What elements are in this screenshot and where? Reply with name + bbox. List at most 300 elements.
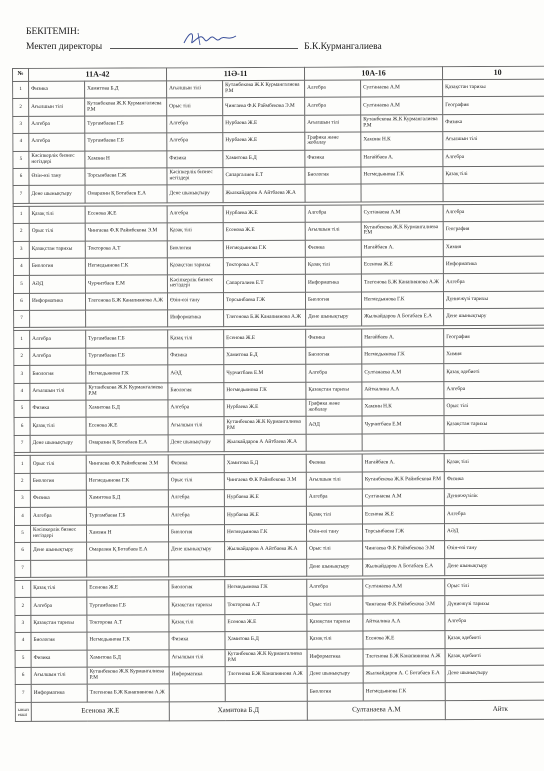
- teacher-cell: Торсынбаева Г.Ж: [85, 168, 167, 186]
- subject-cell: География: [443, 221, 544, 239]
- schedule-sheet: [12, 66, 544, 770]
- subject-cell: Кәсіпкерлік бизнес негіздері: [167, 168, 223, 186]
- table-row: [15, 578, 544, 598]
- subject-cell: Орыс тілі: [444, 398, 544, 416]
- subject-cell: Кәсіпкерлік бизнес негіздері: [167, 275, 223, 293]
- subject-cell: Алгебра: [30, 348, 86, 366]
- subject-cell: Дүниежүзі тарихы: [444, 291, 544, 309]
- subject-cell: Физика: [30, 490, 86, 508]
- subject-cell: Қазақстан тарихы: [444, 416, 544, 434]
- subject-cell: [445, 682, 544, 700]
- subject-cell: Информатика: [31, 684, 87, 702]
- subject-cell: Графика және жобалау: [305, 132, 361, 150]
- teacher-cell: Негмедьянова Г.К: [225, 579, 307, 597]
- teacher-cell: Тлегенова Б.Ж Канапиянова А.Ж: [87, 684, 169, 702]
- subject-cell: Ағылшын тілі: [443, 131, 544, 149]
- subject-cell: Дене шынықтыру: [168, 434, 224, 452]
- subject-cell: Қазақстан тарихы: [169, 597, 225, 615]
- lesson-number: 6: [15, 543, 31, 560]
- teacher-cell: Тургамбаева Г.Б: [85, 116, 167, 134]
- subject-cell: География: [443, 97, 544, 115]
- subject-cell: Ағылшын тілі: [29, 99, 85, 117]
- subject-cell: Биология: [305, 292, 361, 310]
- subject-cell: Қазақ тілі: [306, 506, 362, 524]
- subject-cell: Биология: [30, 473, 86, 491]
- subject-cell: [444, 433, 544, 451]
- teacher-cell: Кутанбекова Ж.К Курмангалиева Р.М: [361, 222, 443, 240]
- subject-cell: Қазақстан тарихы: [29, 241, 85, 259]
- teacher-cell: Чурчитбаев Е.М: [224, 364, 306, 382]
- subject-cell: Өзін-өзі тану: [307, 524, 363, 542]
- subject-cell: [169, 684, 225, 702]
- teacher-cell: Негмедьянова Г.К: [361, 167, 443, 185]
- class-teacher-label: ынып екші: [15, 702, 31, 721]
- lesson-number: 4: [14, 383, 30, 400]
- subject-cell: Дене шынықтыру: [307, 666, 363, 684]
- subject-cell: Алгебра: [168, 400, 224, 418]
- subject-cell: Алгебра: [167, 115, 223, 133]
- subject-cell: Химия: [443, 239, 544, 257]
- subject-cell: Алгебра: [307, 579, 363, 597]
- lesson-number: 4: [13, 134, 29, 151]
- teacher-cell: Чингаева Ф.К Раймбекова Э.М: [224, 472, 306, 490]
- subject-cell: Орыс тілі: [30, 455, 86, 473]
- teacher-cell: Хамзин Н: [85, 150, 167, 168]
- teacher-cell: Токторова А.Т: [85, 240, 167, 258]
- teacher-cell: Кутанбекова Ж.К Курмангалиева Р.М: [87, 667, 169, 685]
- subject-cell: Информатика: [443, 256, 544, 274]
- subject-cell: Физика: [444, 471, 544, 489]
- teacher-cell: Негмедьянова Г.К: [362, 346, 444, 364]
- teacher-cell: [225, 683, 307, 701]
- subject-cell: Информатика: [168, 310, 224, 328]
- teacher-cell: Султанаева А.М: [362, 489, 444, 507]
- subject-cell: Дүниежүзілік: [444, 488, 544, 506]
- subject-cell: Қазақ тілі: [443, 166, 544, 184]
- teacher-cell: Жылкайдаров А Айтбаева Ж.А: [225, 541, 307, 559]
- subject-cell: Алгебра: [443, 273, 544, 291]
- approval-block: [26, 26, 382, 53]
- teacher-cell: Торсынбаева Г.Ж: [223, 292, 305, 310]
- table-row: [15, 558, 544, 578]
- subject-cell: Қазақ әдебиеті: [445, 630, 544, 648]
- subject-cell: Дене шынықтыру: [167, 185, 223, 203]
- teacher-cell: Кутанбекова Ж.К Курмангалиева Р.М: [86, 382, 168, 400]
- lesson-number: 5: [13, 276, 29, 293]
- teacher-cell: Тлегенова Б.Ж Канапиянова А.Ж: [85, 293, 167, 311]
- subject-cell: Химия: [444, 346, 544, 364]
- subject-cell: Қазақ тілі: [168, 330, 224, 348]
- lesson-number: 7: [14, 435, 30, 452]
- teacher-cell: Хамитова Б.Д: [225, 631, 307, 649]
- subject-cell: Алгебра: [30, 331, 86, 349]
- teacher-cell: Омаразин Қ Ботабаев Е.А: [86, 435, 168, 453]
- subject-cell: Алгебра: [305, 205, 361, 223]
- lesson-number: 4: [14, 508, 30, 525]
- teacher-cell: Султанаева А.М: [361, 204, 443, 222]
- director-label: Мектеп директоры: [26, 42, 103, 52]
- teacher-cell: Чингаева Ф.К Раймбекова Э.М: [223, 98, 305, 116]
- teacher-cell: Султанаева А.М: [362, 364, 444, 382]
- lesson-number: 1: [14, 331, 30, 348]
- table-row: [15, 630, 544, 650]
- subject-cell: Алгебра: [306, 489, 362, 507]
- teacher-cell: Султанаева А.М: [363, 579, 445, 597]
- teacher-cell: Нагайбаев А.: [362, 454, 444, 472]
- lesson-number: 5: [14, 400, 30, 417]
- teacher-cell: Хамзин Н: [86, 525, 168, 543]
- subject-cell: Ағылшын тілі: [305, 222, 361, 240]
- class-teacher-name: Хамитова Б.Д: [169, 701, 307, 721]
- subject-cell: Физика: [29, 81, 85, 99]
- subject-cell: Дене шынықтыру: [306, 309, 362, 327]
- subject-cell: Биология: [31, 632, 87, 650]
- subject-cell: Биология: [30, 365, 86, 383]
- subject-cell: Физика: [168, 455, 224, 473]
- subject-cell: Дене шынықтыру: [445, 558, 544, 576]
- teacher-cell: Есенова Ж.Е: [361, 257, 443, 275]
- lesson-number: 6: [13, 293, 29, 310]
- subject-cell: Ағылшын тілі: [306, 472, 362, 490]
- subject-cell: Дене шынықтыру: [31, 542, 87, 560]
- teacher-cell: Есенова Ж.Е: [86, 417, 168, 435]
- teacher-cell: Омаразин Қ Ботабаев Е.А: [85, 185, 167, 203]
- subject-cell: Кәсіпкерлік бизнес негіздері: [29, 151, 85, 169]
- signature-mark: [180, 29, 240, 49]
- subject-cell: Өзін-өзі тану: [167, 292, 223, 310]
- lesson-number: 1: [14, 456, 30, 473]
- subject-cell: [30, 310, 86, 328]
- teacher-cell: Нагайбаев А.: [361, 239, 443, 257]
- teacher-cell: Жылкайдаров А. С Ботабаев Е.А: [363, 666, 445, 684]
- subject-cell: Алгебра: [305, 97, 361, 115]
- teacher-cell: Чингаева Ф.К Раймбекова Э.М: [363, 541, 445, 559]
- teacher-cell: Жылкайдаров А Ботабаев Е.А: [363, 558, 445, 576]
- teacher-cell: Нурбаева Ж.Е: [224, 507, 306, 525]
- teacher-cell: Есенова Ж.Е: [87, 580, 169, 598]
- teacher-cell: Хамитова Б.Д: [87, 649, 169, 667]
- subject-cell: Алгебра: [29, 116, 85, 134]
- lesson-number: 6: [15, 667, 31, 684]
- teacher-cell: Есенова Ж.Е: [225, 614, 307, 632]
- subject-cell: Биология: [306, 347, 362, 365]
- subject-cell: Қазақ әдебиеті: [445, 648, 544, 666]
- teacher-cell: Нурбаева Ж.Е: [223, 132, 305, 150]
- teacher-cell: Есенова Ж.Е: [85, 206, 167, 224]
- subject-cell: АӘД: [168, 365, 224, 383]
- num-header: №: [13, 68, 29, 81]
- teacher-cell: Кутанбекова Ж.К Курмангалиева Р.М: [224, 417, 306, 435]
- table-row: [15, 613, 544, 633]
- teacher-cell: Нагайбаев А.: [362, 329, 444, 347]
- teacher-cell: Чурчитбаев Е.М: [362, 416, 444, 434]
- subject-cell: Алгебра: [445, 613, 544, 631]
- subject-cell: [305, 184, 361, 202]
- schedule-table: [12, 66, 544, 722]
- subject-cell: Қазақ тілі: [169, 614, 225, 632]
- teacher-cell: Чингаева Ф.К Раймбекова Э.М: [85, 223, 167, 241]
- subject-cell: Қазақ тілі: [29, 206, 85, 224]
- class-header: 10А-16: [305, 67, 443, 81]
- teacher-cell: Нурбаева Ж.Е: [224, 489, 306, 507]
- subject-cell: Ағылшын тілі: [167, 81, 223, 99]
- subject-cell: Физика: [168, 347, 224, 365]
- teacher-cell: Есенова Ж.Е: [363, 631, 445, 649]
- signature-line: [110, 38, 298, 49]
- teacher-cell: Жылкайдаров А Айтбаева Ж.А: [223, 185, 305, 203]
- table-row: [15, 648, 544, 668]
- teacher-cell: Негмедьянова Г.К: [224, 524, 306, 542]
- subject-cell: Алгебра: [443, 149, 544, 167]
- lesson-number: 1: [13, 81, 29, 98]
- subject-cell: Биология: [168, 524, 224, 542]
- teacher-cell: Хамзин Н.К: [362, 399, 444, 417]
- teacher-cell: Жылкайдаров А Ботабаев Е.А: [362, 309, 444, 327]
- subject-cell: [169, 559, 225, 577]
- subject-cell: Алгебра: [167, 133, 223, 151]
- subject-cell: АӘД: [29, 275, 85, 293]
- lesson-number: 1: [13, 206, 29, 223]
- subject-cell: Ағылшын тілі: [30, 383, 86, 401]
- teacher-cell: Султанаева А.М: [361, 97, 443, 115]
- teacher-cell: Хамитова Б.Д: [85, 81, 167, 99]
- lesson-number: 3: [15, 615, 31, 632]
- approved-label: БЕКІТЕМІН:: [26, 27, 80, 37]
- subject-cell: Қазақ тілі: [30, 418, 86, 436]
- director-name: Б.К.Курмангалиева: [304, 42, 382, 52]
- subject-cell: Физика: [169, 632, 225, 650]
- teacher-cell: [225, 559, 307, 577]
- subject-cell: Қазақстан тарихы: [306, 382, 362, 400]
- subject-cell: Алгебра: [168, 507, 224, 525]
- subject-cell: Биология: [29, 258, 85, 276]
- subject-cell: Алгебра: [444, 506, 544, 524]
- subject-cell: Информатика: [169, 666, 225, 684]
- lesson-number: 2: [14, 473, 30, 490]
- lesson-number: 3: [14, 490, 30, 507]
- subject-cell: Кәсіпкерлік бизнес негіздері: [30, 525, 86, 543]
- subject-cell: [31, 560, 87, 578]
- teacher-cell: Негмедьянова Г.К: [363, 683, 445, 701]
- lesson-number: 2: [14, 348, 30, 365]
- teacher-cell: [87, 559, 169, 577]
- lesson-number: 7: [15, 560, 31, 577]
- teacher-cell: Сапаргалиев Е.Т: [223, 275, 305, 293]
- subject-cell: Дене шынықтыру: [444, 308, 544, 326]
- lesson-number: 6: [13, 168, 29, 185]
- table-row: [15, 540, 544, 560]
- subject-cell: Информатика: [305, 274, 361, 292]
- teacher-cell: Негмедьянова Г.К: [87, 632, 169, 650]
- subject-cell: Дене шынықтыру: [307, 559, 363, 577]
- subject-cell: Графика және жобалау: [306, 399, 362, 417]
- teacher-cell: Кутанбекова Ж.К Раймбекова Р.М: [362, 471, 444, 489]
- teacher-cell: Кутанбекова Ж.К Курмангалиева Р.М: [361, 114, 443, 132]
- lesson-number: 1: [15, 580, 31, 597]
- lesson-number: 5: [13, 151, 29, 168]
- subject-cell: Алгебра: [168, 490, 224, 508]
- teacher-cell: Тлегенова Б.Ж Канапиянова А.Ж: [363, 648, 445, 666]
- teacher-cell: Негмедьянова Г.К: [86, 472, 168, 490]
- subject-cell: АӘД: [306, 416, 362, 434]
- subject-cell: Орыс тілі: [445, 578, 544, 596]
- class-teacher-name: Султанаева А.М: [307, 700, 445, 720]
- subject-cell: Орыс тілі: [29, 223, 85, 241]
- teacher-cell: Торсынбаева Г.Ж: [363, 523, 445, 541]
- class-header: 11Ә-11: [167, 67, 305, 81]
- subject-cell: Физика: [306, 454, 362, 472]
- teacher-cell: Токторова А.Т: [223, 257, 305, 275]
- teacher-cell: Хамитова Б.Д: [223, 150, 305, 168]
- lesson-number: 7: [13, 186, 29, 203]
- subject-cell: Дене шынықтыру: [30, 435, 86, 453]
- subject-cell: Орыс тілі: [307, 596, 363, 614]
- subject-cell: Дене шынықтыру: [169, 542, 225, 560]
- teacher-cell: [362, 433, 444, 451]
- teacher-cell: Негмедьянова Г.К: [224, 382, 306, 400]
- teacher-cell: Тлегенова Б.Ж Канапиянова А.Ж: [225, 666, 307, 684]
- teacher-cell: Хамитова Б.Д: [86, 490, 168, 508]
- subject-cell: Орыс тілі: [168, 472, 224, 490]
- lesson-number: 3: [13, 116, 29, 133]
- subject-cell: Дене шынықтыру: [445, 665, 544, 683]
- teacher-cell: Айткалина А.А: [362, 381, 444, 399]
- subject-cell: Дене шынықтыру: [29, 186, 85, 204]
- teacher-cell: Айткалина А.А: [363, 613, 445, 631]
- subject-cell: Өзін-өзі тану: [445, 540, 544, 558]
- teacher-cell: Хамитова Б.Д: [224, 454, 306, 472]
- teacher-cell: Кутанбекова Ж.К Курмангалиева Р.М: [223, 80, 305, 98]
- subject-cell: Алгебра: [306, 364, 362, 382]
- lesson-number: 7: [14, 311, 30, 328]
- subject-cell: Алгебра: [31, 598, 87, 616]
- subject-cell: Қазақ тілі: [167, 223, 223, 241]
- subject-cell: Алгебра: [29, 133, 85, 151]
- teacher-cell: Тлегенова Б.Ж Канапиянова А.Ж: [224, 309, 306, 327]
- lesson-number: 5: [15, 650, 31, 667]
- teacher-cell: Жылкайдаров А Айтбаева Ж.А: [224, 434, 306, 452]
- table-row: [15, 595, 544, 615]
- teacher-cell: Нурбаева Ж.Е: [224, 399, 306, 417]
- subject-cell: Ағылшын тілі: [168, 417, 224, 435]
- lesson-number: 7: [15, 685, 31, 702]
- subject-cell: География: [444, 329, 544, 347]
- subject-cell: Алгебра: [443, 204, 544, 222]
- subject-cell: Физика: [305, 239, 361, 257]
- subject-cell: Алгебра: [167, 205, 223, 223]
- subject-cell: Физика: [31, 650, 87, 668]
- subject-cell: Физика: [167, 150, 223, 168]
- teacher-cell: Кутанбекова Ж.К Курмангалиева Р.М: [85, 98, 167, 116]
- lesson-number: 4: [15, 633, 31, 650]
- subject-cell: Физика: [305, 150, 361, 168]
- subject-cell: Биология: [169, 580, 225, 598]
- teacher-cell: Хамитова Б.Д: [86, 400, 168, 418]
- table-row: [15, 665, 544, 685]
- teacher-cell: Токторова А.Т: [87, 615, 169, 633]
- subject-cell: Биология: [305, 167, 361, 185]
- teacher-cell: Тургамбаева Г.Б: [87, 597, 169, 615]
- subject-cell: Қазақ тілі: [305, 257, 361, 275]
- lesson-number: 2: [15, 598, 31, 615]
- class-teacher-name: Есенова Ж.Е: [31, 701, 169, 721]
- lesson-number: 3: [14, 366, 30, 383]
- subject-cell: Алгебра: [30, 508, 86, 526]
- teacher-cell: Нурбаева Ж.Е: [223, 205, 305, 223]
- lesson-number: 2: [13, 99, 29, 116]
- teacher-cell: [86, 310, 168, 328]
- teacher-cell: Нурбаева Ж.Е: [223, 115, 305, 133]
- teacher-cell: Хамитова Б.Д: [224, 347, 306, 365]
- subject-cell: Қазақстан тарихы: [307, 614, 363, 632]
- subject-cell: Қазақстан тарихы: [443, 79, 544, 97]
- teacher-cell: Кутанбекова Ж.К Курмангалиева Р.М: [225, 649, 307, 667]
- subject-cell: Физика: [30, 400, 86, 418]
- subject-cell: Қазақ тілі: [444, 453, 544, 471]
- subject-cell: АӘД: [445, 523, 544, 541]
- subject-cell: Ағылшын тілі: [305, 115, 361, 133]
- subject-cell: Алгебра: [305, 80, 361, 98]
- teacher-cell: Тургамбаева Г.Б: [86, 507, 168, 525]
- teacher-cell: Негмедьянова Г.К: [223, 240, 305, 258]
- teacher-cell: Султанаева А.М: [361, 80, 443, 98]
- lesson-number: 4: [13, 258, 29, 275]
- subject-cell: Орыс тілі: [167, 98, 223, 116]
- teacher-cell: Чингаева Ф.К Раймбекова Э.М: [363, 596, 445, 614]
- teacher-cell: Есенова Ж.Е: [224, 330, 306, 348]
- teacher-cell: Омаразин Қ Ботабаев Е.А: [87, 542, 169, 560]
- subject-cell: Физика: [443, 114, 544, 132]
- class-teacher-row: [15, 700, 544, 721]
- teacher-cell: Нагайбаев А.: [361, 149, 443, 167]
- subject-cell: Биология: [307, 683, 363, 701]
- subject-cell: Биология: [167, 240, 223, 258]
- teacher-cell: Сапаргалиев Е.Т: [223, 167, 305, 185]
- class-header: 10: [443, 66, 544, 79]
- teacher-cell: Токторова А.Т: [225, 597, 307, 615]
- lesson-number: 6: [14, 418, 30, 435]
- teacher-cell: Есенова Ж.Е: [362, 506, 444, 524]
- subject-cell: Қазақстан тарихы: [31, 615, 87, 633]
- lesson-number: 2: [13, 224, 29, 241]
- subject-cell: Биология: [168, 382, 224, 400]
- subject-cell: Қазақстан тарихы: [167, 257, 223, 275]
- subject-cell: Қазақ әдебиеті: [444, 363, 544, 381]
- teacher-cell: Хамзин Н.К: [361, 132, 443, 150]
- subject-cell: Қазақ тілі: [31, 580, 87, 598]
- teacher-cell: Тургамбаева Г.Б: [86, 348, 168, 366]
- subject-cell: Ағылшын тілі: [31, 667, 87, 685]
- teacher-cell: Негмедьянова Г.К: [361, 291, 443, 309]
- subject-cell: Алгебра: [444, 381, 544, 399]
- subject-cell: Қазақ тілі: [307, 631, 363, 649]
- subject-cell: Орыс тілі: [307, 541, 363, 559]
- subject-cell: Информатика: [29, 293, 85, 311]
- teacher-cell: Тургамбаева Г.Б: [85, 133, 167, 151]
- class-header: 11А-42: [29, 68, 167, 82]
- subject-cell: Ағылшын тілі: [169, 649, 225, 667]
- subject-cell: Дүниежүзі тарихы: [445, 595, 544, 613]
- lesson-number: 5: [14, 525, 30, 542]
- table-row: [15, 682, 544, 702]
- teacher-cell: Чурчитбаев Е.М: [85, 275, 167, 293]
- teacher-cell: Негмедьянова Г.К: [86, 365, 168, 383]
- subject-cell: [306, 434, 362, 452]
- teacher-cell: Тургамбаева Г.Б: [86, 330, 168, 348]
- subject-cell: Физика: [306, 329, 362, 347]
- teacher-cell: Негмедьянова Г.К: [85, 258, 167, 276]
- subject-cell: Өзін-өзі тану: [29, 168, 85, 186]
